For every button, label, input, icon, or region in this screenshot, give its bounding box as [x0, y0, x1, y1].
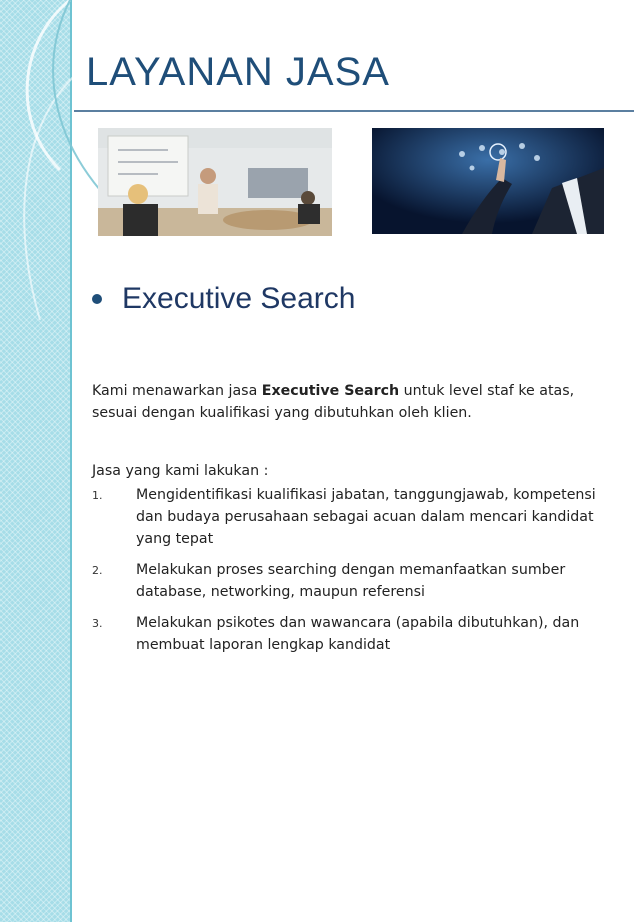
page-title: LAYANAN JASA — [86, 50, 390, 94]
services-list — [92, 484, 622, 665]
intro-text-after: untuk level staf ke atas, sesuai dengan kualifikasi yang dibutuhkan oleh klien. — [92, 383, 575, 421]
network-touch-photo — [372, 128, 604, 234]
intro-emphasis: Executive Search — [261, 383, 400, 399]
intro-text-before: Kami menawarkan jasa — [92, 383, 262, 399]
list-text: Melakukan proses searching dengan memanfaatkan sumber database, networking, maupun referensi — [136, 562, 566, 600]
service-heading: Executive Search — [122, 282, 356, 315]
list-number: 3. — [92, 617, 103, 630]
list-item — [92, 559, 622, 603]
services-heading: Jasa yang kami lakukan : — [92, 463, 269, 479]
list-text: Melakukan psikotes dan wawancara (apabila dibutuhkan), dan membuat laporan lengkap kandidat — [136, 615, 580, 653]
list-item — [92, 484, 622, 550]
intro-paragraph — [92, 380, 612, 424]
service-heading-row — [92, 282, 355, 316]
list-text: Mengidentifikasi kualifikasi jabatan, tanggungjawab, kompetensi dan budaya perusahaan sebagai acuan dalam mencari kandidat yang tepat — [136, 487, 596, 547]
list-number: 2. — [92, 564, 103, 577]
bullet-icon — [92, 294, 102, 304]
list-item — [92, 612, 622, 656]
meeting-photo — [98, 128, 332, 236]
title-divider — [74, 110, 634, 112]
list-number: 1. — [92, 489, 103, 502]
